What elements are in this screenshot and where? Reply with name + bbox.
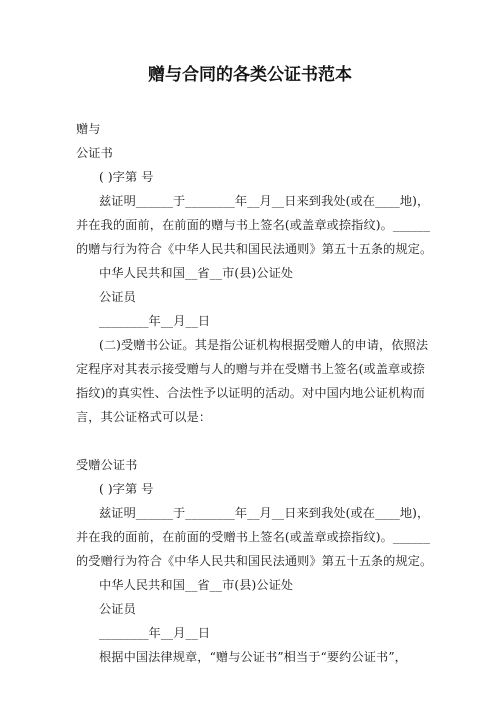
document-title: 赠与合同的各类公证书范本 [148,65,352,85]
text-line: 根据中国法律规章，“赠与公证书”相当于“要约公证书”， [99,650,407,664]
text-line: ( )字第 号 [99,482,154,496]
text-line: 并在我的面前，在前面的赠与书上签名(或盖章或捺指纹)。______ [76,218,431,232]
text-line: 言，其公证格式可以是： [76,410,212,424]
text-line: 公证书 [76,146,113,160]
text-line: 中华人民共和国__省__市(县)公证处 [99,578,294,592]
text-line: 指纹)的真实性、合法性予以证明的活动。对中国内地公证机构而 [76,386,425,400]
text-line: 公证员 [99,290,136,304]
text-line: 受赠公证书 [76,458,138,472]
text-line: 并在我的面前，在前面的受赠书上签名(或盖章或捺指纹)。______ [76,530,431,544]
text-line: 的赠与行为符合《中华人民共和国民法通则》第五十五条的规定。 [76,242,433,256]
text-line: 定程序对其表示接受赠与人的赠与并在受赠书上签名(或盖章或捺 [76,362,425,376]
text-line: 中华人民共和国__省__市(县)公证处 [99,266,294,280]
text-line: ________年__月__日 [99,626,211,640]
text-line: 兹证明______于________年__月__日来到我处(或在____地)， [99,194,430,208]
text-line: 公证员 [99,602,136,616]
text-line: 赠与 [76,122,101,136]
text-line: ________年__月__日 [99,314,211,328]
text-line: ( )字第 号 [99,170,154,184]
text-line: 的受赠行为符合《中华人民共和国民法通则》第五十五条的规定。 [76,554,433,568]
text-line: 兹证明______于________年__月__日来到我处(或在____地)， [99,506,430,520]
text-line: (二)受赠书公证。其是指公证机构根据受赠人的申请，依照法 [99,338,429,352]
